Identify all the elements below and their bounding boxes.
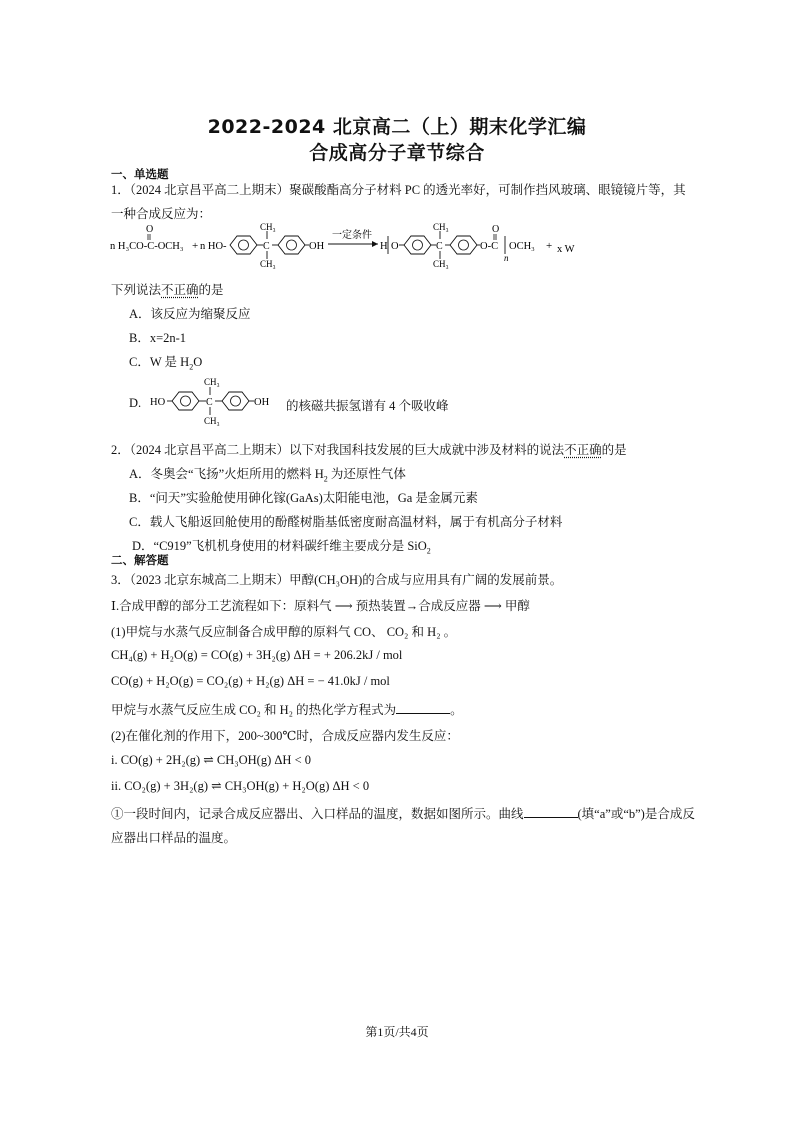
q3-eq2: CO(g) + H₂O(g) = CO₂(g) + H₂(g) ΔH = − 41.0kJ / mol	[111, 674, 390, 688]
product-o: O	[391, 241, 399, 252]
product-h: H	[380, 241, 388, 252]
svg-text:CH₃: CH₃	[204, 377, 220, 387]
benzene-ring-1	[230, 236, 257, 254]
answer-blank-2[interactable]	[524, 806, 578, 818]
svg-text:CH₃: CH₃	[204, 416, 220, 426]
plus-sign-1: +	[192, 240, 199, 252]
benzene-ring-2	[278, 236, 305, 254]
ch3-top: CH₃	[260, 222, 276, 232]
q1-option-b: B．x=2n-1	[129, 331, 187, 345]
page-title: 2022-2024 北京高二（上）期末化学汇编	[207, 116, 587, 138]
svg-text:CH₃: CH₃	[433, 259, 449, 269]
svg-text:O: O	[492, 224, 500, 235]
product-tail: O-C	[480, 241, 499, 252]
center-c: C	[263, 241, 270, 252]
q3-question-line2: 应器出口样品的温度。	[111, 831, 237, 845]
q1-reaction-diagram	[108, 222, 588, 272]
svg-text:HO: HO	[150, 397, 166, 408]
q1-option-d-text: 的核磁共振氢谱有 4 个吸收峰	[286, 399, 449, 413]
q2-option-d: D．“C919”飞机机身使用的材料碳纤维主要成分是 SiO$_2$	[132, 539, 431, 556]
q1-option-d-label: D.	[129, 396, 142, 410]
q1-stem-line2: 一种合成反应为：	[111, 207, 212, 221]
q1-stem-line1: 1．（2024 北京昌平高二上期末）聚碳酸酯高分子材料 PC 的透光率好，可制作挡风玻璃、眼镜镜片等，其	[111, 183, 686, 197]
q3-p1: (1)甲烷与水蒸气反应制备合成甲醇的原料气 CO、 CO₂ 和 H₂ 。	[111, 625, 457, 639]
product-end: OCH₃	[509, 241, 535, 252]
reactant2-ho: n HO-	[200, 241, 227, 252]
section-single-choice: 一、单选题	[111, 167, 169, 181]
page-footer: 第1页/共4页	[365, 1025, 429, 1039]
q3-reaction-i: i. CO(g) + 2H₂(g) ⇌ CH₃OH(g) ΔH < 0	[111, 753, 311, 767]
q3-eq1: CH₄(g) + H₂O(g) = CO(g) + 3H₂(g) ΔH = + 206.2kJ / mol	[111, 648, 403, 662]
svg-text:C: C	[206, 397, 213, 408]
plus-sign-2: +	[546, 240, 553, 252]
reaction-condition: 一定条件	[332, 230, 372, 241]
q3-p1-ask: 甲烷与水蒸气反应生成 CO₂ 和 H₂ 的热化学方程式为 。	[111, 703, 463, 717]
q3-stem: 3．（2023 北京东城高二上期末）甲醇(CH₃OH)的合成与应用具有广阔的发展前景。	[111, 573, 563, 587]
q2-option-a: A．冬奥会“飞扬”火炬所用的燃料 $H_2$ 为还原性气体	[129, 467, 406, 484]
repeat-n: n	[504, 253, 509, 263]
svg-text:OH: OH	[254, 397, 270, 408]
reactant2-oh: OH	[309, 241, 325, 252]
q2-option-b: B．“问天”实验舱使用砷化镓(GaAs)太阳能电池，Ga 是金属元素	[129, 491, 478, 505]
svg-text:CH₃: CH₃	[433, 222, 449, 232]
q1-option-d-structure	[148, 374, 288, 426]
answer-blank-1[interactable]	[396, 702, 450, 714]
reactant1-carbonyl-o: O	[146, 224, 154, 235]
q3-reaction-ii: ii. CO₂(g) + 3H₂(g) ⇌ CH₃OH(g) + H₂O(g) ΔH < 0	[111, 779, 370, 793]
ch3-bottom: CH₃	[260, 259, 276, 269]
reactant1-formula: n H₃CO-C-OCH₃	[110, 241, 184, 252]
section-answer: 二、解答题	[111, 553, 169, 567]
q1-option-a: A．该反应为缩聚反应	[129, 307, 251, 321]
q2-option-c: C．载人飞船返回舱使用的酚醛树脂基低密度耐高温材料，属于有机高分子材料	[129, 515, 563, 529]
q3-p2: (2)在催化剂的作用下，200~300℃时，合成反应器内发生反应：	[111, 729, 459, 743]
byproduct-w: x W	[557, 244, 575, 255]
q3-question-line1: ①一段时间内，记录合成反应器出、入口样品的温度，数据如图所示。曲线 (填“a”或“b”)是合成反	[111, 807, 695, 821]
q2-stem: 2．（2024 北京昌平高二上期末）以下对我国科技发展的巨大成就中涉及材料的说法不正确的是	[111, 443, 627, 457]
q1-ask: 下列说法不正确的是	[111, 283, 224, 297]
q3-part1: Ⅰ.合成甲醇的部分工艺流程如下：原料气 ⟶ 预热装置→合成反应器 ⟶ 甲醇	[111, 599, 530, 613]
q1-option-c: C．W 是 $H_2O$	[129, 355, 203, 372]
page-subtitle: 合成高分子章节综合	[309, 142, 485, 164]
svg-text:C: C	[436, 241, 443, 252]
